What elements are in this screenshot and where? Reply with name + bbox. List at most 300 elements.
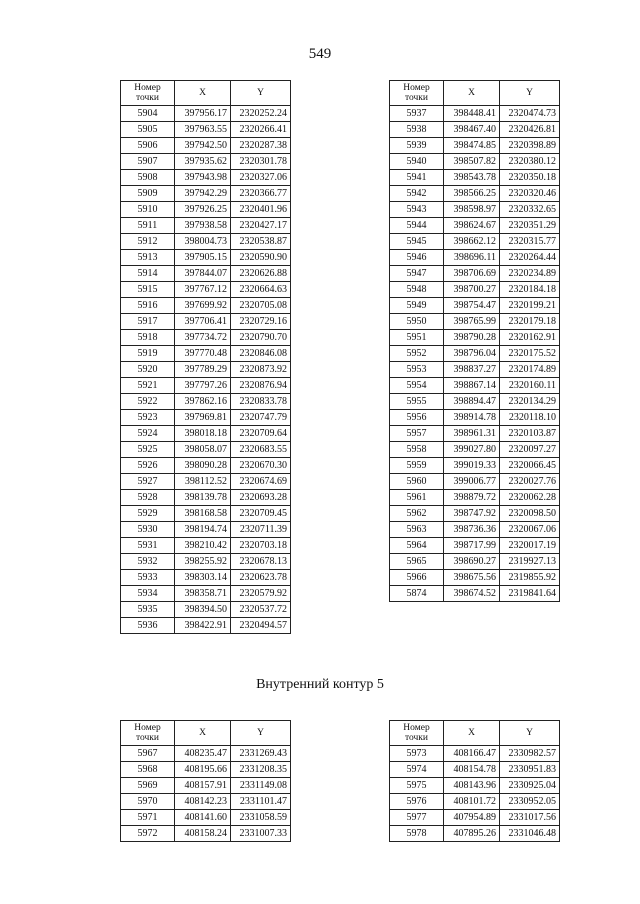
x-coordinate-cell: 398879.72 <box>444 490 500 506</box>
point-number-cell: 5946 <box>390 250 444 266</box>
point-header-line2: точки <box>135 733 159 743</box>
x-coordinate-cell: 398474.85 <box>444 138 500 154</box>
point-number-cell: 5906 <box>121 138 175 154</box>
point-number-cell: 5927 <box>121 474 175 490</box>
point-number-cell: 5929 <box>121 506 175 522</box>
table-row <box>390 250 560 266</box>
point-number-cell: 5971 <box>121 810 175 826</box>
x-coordinate-cell: 397942.50 <box>175 138 231 154</box>
table-row <box>121 458 291 474</box>
point-number-cell: 5916 <box>121 298 175 314</box>
table-row <box>121 618 291 634</box>
x-coordinate-cell: 398867.14 <box>444 378 500 394</box>
y-coordinate-cell: 2320062.28 <box>500 490 560 506</box>
x-coordinate-cell: 398210.42 <box>175 538 231 554</box>
y-coordinate-cell: 2320678.13 <box>231 554 291 570</box>
y-coordinate-cell: 2320398.89 <box>500 138 560 154</box>
point-header-line2: точки <box>404 93 428 103</box>
point-number-cell: 5920 <box>121 362 175 378</box>
y-coordinate-cell: 2320199.21 <box>500 298 560 314</box>
table-row <box>390 810 560 826</box>
point-number-cell: 5949 <box>390 298 444 314</box>
point-number-header <box>121 721 175 746</box>
y-coordinate-cell: 2320846.08 <box>231 346 291 362</box>
x-coordinate-cell: 398675.56 <box>444 570 500 586</box>
y-coordinate-cell: 2320705.08 <box>231 298 291 314</box>
point-number-cell: 5930 <box>121 522 175 538</box>
y-coordinate-cell: 2320134.29 <box>500 394 560 410</box>
point-number-cell: 5977 <box>390 810 444 826</box>
y-coordinate-cell: 2319927.13 <box>500 554 560 570</box>
point-number-cell: 5874 <box>390 586 444 602</box>
x-coordinate-cell: 408143.96 <box>444 778 500 794</box>
table-row <box>390 186 560 202</box>
point-number-cell: 5932 <box>121 554 175 570</box>
x-coordinate-cell: 398058.07 <box>175 442 231 458</box>
point-header-line1: Номер <box>403 723 430 733</box>
point-number-cell: 5961 <box>390 490 444 506</box>
table-row <box>121 250 291 266</box>
y-coordinate-cell: 2320670.30 <box>231 458 291 474</box>
table-row <box>121 314 291 330</box>
table-row <box>121 538 291 554</box>
point-number-cell: 5958 <box>390 442 444 458</box>
point-number-cell: 5945 <box>390 234 444 250</box>
table-row <box>121 138 291 154</box>
point-number-cell: 5928 <box>121 490 175 506</box>
point-number-cell: 5952 <box>390 346 444 362</box>
table-row <box>121 266 291 282</box>
x-coordinate-cell: 398736.36 <box>444 522 500 538</box>
y-coordinate-cell: 2320401.96 <box>231 202 291 218</box>
x-coordinate-cell: 397770.48 <box>175 346 231 362</box>
table-row <box>121 218 291 234</box>
x-coordinate-cell: 397963.55 <box>175 122 231 138</box>
x-coordinate-cell: 398894.47 <box>444 394 500 410</box>
x-coordinate-cell: 398507.82 <box>444 154 500 170</box>
point-header-line2: точки <box>404 733 428 743</box>
point-number-cell: 5933 <box>121 570 175 586</box>
y-coordinate-cell: 2320351.29 <box>500 218 560 234</box>
x-header: X <box>444 721 500 746</box>
y-coordinate-cell: 2320494.57 <box>231 618 291 634</box>
x-coordinate-cell: 397734.72 <box>175 330 231 346</box>
point-number-cell: 5935 <box>121 602 175 618</box>
y-coordinate-cell: 2320833.78 <box>231 394 291 410</box>
y-coordinate-cell: 2320790.70 <box>231 330 291 346</box>
x-coordinate-cell: 397905.15 <box>175 250 231 266</box>
section-title: Внутренний контур 5 <box>256 677 384 692</box>
y-coordinate-cell: 2320350.18 <box>500 170 560 186</box>
x-header: X <box>444 81 500 106</box>
y-coordinate-cell: 2331007.33 <box>231 826 291 842</box>
x-coordinate-cell: 398624.67 <box>444 218 500 234</box>
point-number-cell: 5922 <box>121 394 175 410</box>
table-header-row <box>121 721 291 746</box>
point-number-cell: 5942 <box>390 186 444 202</box>
point-number-cell: 5939 <box>390 138 444 154</box>
table-row <box>121 442 291 458</box>
point-number-cell: 5944 <box>390 218 444 234</box>
x-coordinate-cell: 397943.98 <box>175 170 231 186</box>
x-coordinate-cell: 398194.74 <box>175 522 231 538</box>
y-coordinate-cell: 2320538.87 <box>231 234 291 250</box>
table-row <box>121 394 291 410</box>
x-coordinate-cell: 408157.91 <box>175 778 231 794</box>
y-coordinate-cell: 2320098.50 <box>500 506 560 522</box>
table-row <box>390 490 560 506</box>
table-row <box>390 234 560 250</box>
y-coordinate-cell: 2331149.08 <box>231 778 291 794</box>
point-number-header <box>390 721 444 746</box>
x-coordinate-cell: 398717.99 <box>444 538 500 554</box>
x-coordinate-cell: 398961.31 <box>444 426 500 442</box>
table-row <box>390 826 560 842</box>
y-header: Y <box>231 721 291 746</box>
table-row <box>121 602 291 618</box>
point-number-cell: 5966 <box>390 570 444 586</box>
table-header-row <box>390 81 560 106</box>
y-coordinate-cell: 2320693.28 <box>231 490 291 506</box>
x-coordinate-cell: 398796.04 <box>444 346 500 362</box>
y-coordinate-cell: 2320579.92 <box>231 586 291 602</box>
x-coordinate-cell: 398448.41 <box>444 106 500 122</box>
table-row <box>121 282 291 298</box>
table-row <box>121 586 291 602</box>
y-header: Y <box>500 721 560 746</box>
table-row <box>390 746 560 762</box>
x-coordinate-cell: 398598.97 <box>444 202 500 218</box>
point-number-cell: 5974 <box>390 762 444 778</box>
x-coordinate-cell: 398914.78 <box>444 410 500 426</box>
y-coordinate-cell: 2331017.56 <box>500 810 560 826</box>
x-coordinate-cell: 398696.11 <box>444 250 500 266</box>
point-number-cell: 5962 <box>390 506 444 522</box>
table-row <box>121 154 291 170</box>
table-row <box>390 346 560 362</box>
table-row <box>121 778 291 794</box>
table-row <box>121 330 291 346</box>
table-row <box>390 266 560 282</box>
point-number-cell: 5965 <box>390 554 444 570</box>
table-row <box>121 490 291 506</box>
y-coordinate-cell: 2320380.12 <box>500 154 560 170</box>
point-number-cell: 5968 <box>121 762 175 778</box>
point-number-cell: 5978 <box>390 826 444 842</box>
table-row <box>121 170 291 186</box>
x-coordinate-cell: 397789.29 <box>175 362 231 378</box>
point-header-line2: точки <box>135 93 159 103</box>
x-header: X <box>175 81 231 106</box>
x-coordinate-cell: 398543.78 <box>444 170 500 186</box>
coordinates-table-top-right <box>389 80 560 602</box>
point-number-cell: 5926 <box>121 458 175 474</box>
x-coordinate-cell: 399006.77 <box>444 474 500 490</box>
table-row <box>390 458 560 474</box>
point-number-cell: 5940 <box>390 154 444 170</box>
table-row <box>390 394 560 410</box>
y-coordinate-cell: 2320315.77 <box>500 234 560 250</box>
x-coordinate-cell: 398168.58 <box>175 506 231 522</box>
point-number-cell: 5970 <box>121 794 175 810</box>
point-number-cell: 5911 <box>121 218 175 234</box>
point-number-cell: 5972 <box>121 826 175 842</box>
table-row <box>390 298 560 314</box>
point-number-cell: 5941 <box>390 170 444 186</box>
table-header-row <box>390 721 560 746</box>
point-number-cell: 5917 <box>121 314 175 330</box>
table-row <box>121 826 291 842</box>
y-coordinate-cell: 2330982.57 <box>500 746 560 762</box>
x-coordinate-cell: 398754.47 <box>444 298 500 314</box>
x-coordinate-cell: 398706.69 <box>444 266 500 282</box>
point-number-cell: 5919 <box>121 346 175 362</box>
y-coordinate-cell: 2331269.43 <box>231 746 291 762</box>
y-coordinate-cell: 2320474.73 <box>500 106 560 122</box>
table-row <box>121 570 291 586</box>
point-number-header <box>390 81 444 106</box>
x-coordinate-cell: 398765.99 <box>444 314 500 330</box>
x-coordinate-cell: 407895.26 <box>444 826 500 842</box>
table-row <box>121 554 291 570</box>
y-coordinate-cell: 2320703.18 <box>231 538 291 554</box>
table-row <box>390 794 560 810</box>
y-coordinate-cell: 2320709.64 <box>231 426 291 442</box>
table-row <box>121 762 291 778</box>
x-coordinate-cell: 397942.29 <box>175 186 231 202</box>
y-coordinate-cell: 2320184.18 <box>500 282 560 298</box>
x-coordinate-cell: 398662.12 <box>444 234 500 250</box>
table-row <box>121 362 291 378</box>
table-header-row <box>121 81 291 106</box>
y-coordinate-cell: 2330952.05 <box>500 794 560 810</box>
point-number-cell: 5921 <box>121 378 175 394</box>
x-coordinate-cell: 397767.12 <box>175 282 231 298</box>
table-row <box>121 298 291 314</box>
x-coordinate-cell: 397699.92 <box>175 298 231 314</box>
y-coordinate-cell: 2320873.92 <box>231 362 291 378</box>
table-row <box>121 474 291 490</box>
table-row <box>390 138 560 154</box>
point-number-cell: 5909 <box>121 186 175 202</box>
point-number-cell: 5904 <box>121 106 175 122</box>
table-row <box>121 106 291 122</box>
x-coordinate-cell: 397938.58 <box>175 218 231 234</box>
y-coordinate-cell: 2330951.83 <box>500 762 560 778</box>
table-row <box>390 410 560 426</box>
point-number-cell: 5925 <box>121 442 175 458</box>
y-coordinate-cell: 2320876.94 <box>231 378 291 394</box>
table-row <box>121 234 291 250</box>
y-coordinate-cell: 2320366.77 <box>231 186 291 202</box>
point-header-line1: Номер <box>134 83 161 93</box>
y-coordinate-cell: 2320747.79 <box>231 410 291 426</box>
y-header: Y <box>231 81 291 106</box>
point-number-cell: 5975 <box>390 778 444 794</box>
x-coordinate-cell: 398018.18 <box>175 426 231 442</box>
x-coordinate-cell: 398303.14 <box>175 570 231 586</box>
table-row <box>390 218 560 234</box>
point-number-cell: 5951 <box>390 330 444 346</box>
x-coordinate-cell: 397926.25 <box>175 202 231 218</box>
x-coordinate-cell: 398700.27 <box>444 282 500 298</box>
table-row <box>121 410 291 426</box>
y-coordinate-cell: 2330925.04 <box>500 778 560 794</box>
x-coordinate-cell: 398004.73 <box>175 234 231 250</box>
y-coordinate-cell: 2320301.78 <box>231 154 291 170</box>
y-coordinate-cell: 2319841.64 <box>500 586 560 602</box>
point-header-line1: Номер <box>134 723 161 733</box>
point-number-cell: 5967 <box>121 746 175 762</box>
y-coordinate-cell: 2320674.69 <box>231 474 291 490</box>
table-row <box>121 810 291 826</box>
coordinates-table-bottom-right <box>389 720 560 842</box>
y-coordinate-cell: 2320017.19 <box>500 538 560 554</box>
point-number-cell: 5950 <box>390 314 444 330</box>
point-number-header <box>121 81 175 106</box>
table-row <box>390 202 560 218</box>
table-row <box>390 506 560 522</box>
point-number-cell: 5913 <box>121 250 175 266</box>
x-coordinate-cell: 398747.92 <box>444 506 500 522</box>
table-row <box>390 154 560 170</box>
point-number-cell: 5960 <box>390 474 444 490</box>
x-coordinate-cell: 398255.92 <box>175 554 231 570</box>
y-coordinate-cell: 2331208.35 <box>231 762 291 778</box>
x-coordinate-cell: 408158.24 <box>175 826 231 842</box>
x-coordinate-cell: 398674.52 <box>444 586 500 602</box>
table-row <box>390 106 560 122</box>
table-row <box>390 522 560 538</box>
y-coordinate-cell: 2320174.89 <box>500 362 560 378</box>
point-number-cell: 5948 <box>390 282 444 298</box>
point-number-cell: 5912 <box>121 234 175 250</box>
x-coordinate-cell: 397956.17 <box>175 106 231 122</box>
table-row <box>390 426 560 442</box>
point-number-cell: 5915 <box>121 282 175 298</box>
y-coordinate-cell: 2320537.72 <box>231 602 291 618</box>
x-coordinate-cell: 398139.78 <box>175 490 231 506</box>
point-number-cell: 5973 <box>390 746 444 762</box>
x-coordinate-cell: 398090.28 <box>175 458 231 474</box>
point-number-cell: 5976 <box>390 794 444 810</box>
x-header: X <box>175 721 231 746</box>
x-coordinate-cell: 398394.50 <box>175 602 231 618</box>
table-row <box>390 314 560 330</box>
point-number-cell: 5905 <box>121 122 175 138</box>
x-coordinate-cell: 408101.72 <box>444 794 500 810</box>
x-coordinate-cell: 397797.26 <box>175 378 231 394</box>
table-row <box>390 586 560 602</box>
point-number-cell: 5953 <box>390 362 444 378</box>
table-row <box>121 378 291 394</box>
y-header: Y <box>500 81 560 106</box>
x-coordinate-cell: 399019.33 <box>444 458 500 474</box>
table-row <box>390 442 560 458</box>
x-coordinate-cell: 408154.78 <box>444 762 500 778</box>
point-number-cell: 5938 <box>390 122 444 138</box>
y-coordinate-cell: 2320162.91 <box>500 330 560 346</box>
point-number-cell: 5908 <box>121 170 175 186</box>
point-number-cell: 5956 <box>390 410 444 426</box>
x-coordinate-cell: 398790.28 <box>444 330 500 346</box>
y-coordinate-cell: 2320103.87 <box>500 426 560 442</box>
x-coordinate-cell: 408235.47 <box>175 746 231 762</box>
table-row <box>390 762 560 778</box>
point-number-cell: 5963 <box>390 522 444 538</box>
y-coordinate-cell: 2320729.16 <box>231 314 291 330</box>
table-row <box>390 474 560 490</box>
point-number-cell: 5964 <box>390 538 444 554</box>
y-coordinate-cell: 2320264.44 <box>500 250 560 266</box>
point-number-cell: 5923 <box>121 410 175 426</box>
table-row <box>390 122 560 138</box>
x-coordinate-cell: 398566.25 <box>444 186 500 202</box>
x-coordinate-cell: 398112.52 <box>175 474 231 490</box>
point-number-cell: 5947 <box>390 266 444 282</box>
coordinates-table-top-left <box>120 80 291 634</box>
y-coordinate-cell: 2320426.81 <box>500 122 560 138</box>
y-coordinate-cell: 2320590.90 <box>231 250 291 266</box>
point-number-cell: 5934 <box>121 586 175 602</box>
table-row <box>390 554 560 570</box>
x-coordinate-cell: 398467.40 <box>444 122 500 138</box>
x-coordinate-cell: 397862.16 <box>175 394 231 410</box>
table-row <box>390 570 560 586</box>
y-coordinate-cell: 2320097.27 <box>500 442 560 458</box>
table-row <box>121 346 291 362</box>
y-coordinate-cell: 2320066.45 <box>500 458 560 474</box>
x-coordinate-cell: 408141.60 <box>175 810 231 826</box>
y-coordinate-cell: 2320160.11 <box>500 378 560 394</box>
point-number-cell: 5955 <box>390 394 444 410</box>
x-coordinate-cell: 398837.27 <box>444 362 500 378</box>
point-number-cell: 5957 <box>390 426 444 442</box>
y-coordinate-cell: 2320179.18 <box>500 314 560 330</box>
y-coordinate-cell: 2331101.47 <box>231 794 291 810</box>
y-coordinate-cell: 2319855.92 <box>500 570 560 586</box>
x-coordinate-cell: 408195.66 <box>175 762 231 778</box>
x-coordinate-cell: 397844.07 <box>175 266 231 282</box>
y-coordinate-cell: 2320626.88 <box>231 266 291 282</box>
x-coordinate-cell: 397706.41 <box>175 314 231 330</box>
page-number: 549 <box>308 46 332 62</box>
point-header-line1: Номер <box>403 83 430 93</box>
point-number-cell: 5910 <box>121 202 175 218</box>
point-number-cell: 5943 <box>390 202 444 218</box>
y-coordinate-cell: 2331058.59 <box>231 810 291 826</box>
point-number-cell: 5937 <box>390 106 444 122</box>
x-coordinate-cell: 397969.81 <box>175 410 231 426</box>
y-coordinate-cell: 2320252.24 <box>231 106 291 122</box>
x-coordinate-cell: 408166.47 <box>444 746 500 762</box>
y-coordinate-cell: 2320027.76 <box>500 474 560 490</box>
table-row <box>390 778 560 794</box>
y-coordinate-cell: 2320683.55 <box>231 442 291 458</box>
x-coordinate-cell: 398690.27 <box>444 554 500 570</box>
table-row <box>390 282 560 298</box>
y-coordinate-cell: 2320266.41 <box>231 122 291 138</box>
table-row <box>121 522 291 538</box>
table-row <box>121 746 291 762</box>
point-number-cell: 5907 <box>121 154 175 170</box>
y-coordinate-cell: 2320711.39 <box>231 522 291 538</box>
x-coordinate-cell: 397935.62 <box>175 154 231 170</box>
coordinates-table-bottom-left <box>120 720 291 842</box>
point-number-cell: 5924 <box>121 426 175 442</box>
y-coordinate-cell: 2320709.45 <box>231 506 291 522</box>
y-coordinate-cell: 2320320.46 <box>500 186 560 202</box>
